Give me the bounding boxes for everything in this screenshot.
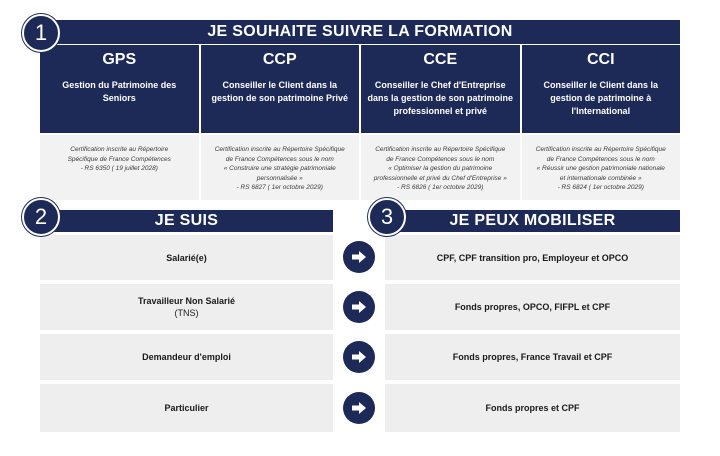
status-row-tns[interactable] bbox=[40, 284, 333, 330]
section-2-title: JE SUIS bbox=[154, 212, 219, 229]
formation-code: CCI bbox=[586, 51, 615, 68]
status-sublabel: (TNS) bbox=[174, 308, 199, 318]
formation-code: CCE bbox=[423, 51, 458, 68]
status-row-particulier[interactable] bbox=[40, 384, 333, 432]
step-2-badge bbox=[22, 198, 60, 236]
funding-row-salarie[interactable] bbox=[385, 235, 680, 280]
formation-col-cce[interactable] bbox=[361, 45, 520, 200]
step-1-number: 1 bbox=[34, 20, 48, 45]
formation-title: Conseiller le Client dans la gestion de patrimoine à l'International bbox=[543, 80, 659, 116]
status-label: Travailleur Non Salarié bbox=[137, 296, 236, 306]
funding-row-tns[interactable] bbox=[385, 284, 680, 330]
formation-col-ccp[interactable] bbox=[201, 45, 360, 200]
section-2-title-bar bbox=[40, 210, 333, 232]
status-label: Salarié(e) bbox=[166, 252, 207, 263]
funding-label: Fonds propres, France Travail et CPF bbox=[452, 352, 613, 362]
step-3-number: 3 bbox=[380, 204, 394, 229]
funding-row-particulier[interactable] bbox=[385, 384, 680, 432]
formation-code: CCP bbox=[262, 51, 297, 68]
formation-certification: Certification inscrite au Répertoire Spécifique de France Compétences sous le nom « Réussir une gestion patrimoniale nationale et internationale combinée » - RS 6824 ( 1er octobre 2029) bbox=[522, 135, 681, 200]
formation-certification: Certification inscrite au Répertoire Spécifique de France Compétences sous le nom « Optimiser la gestion du patrimoine professionnelle et privé du Chef d'Entreprise » - RS 6826 ( 1er octobre 2029) bbox=[361, 135, 520, 200]
funding-label: CPF, CPF transition pro, Employeur et OPCO bbox=[436, 252, 629, 263]
formation-title: Conseiller le Client dans la gestion de son patrimoine Privé bbox=[211, 80, 349, 103]
status-label: Demandeur d'emploi bbox=[142, 352, 231, 362]
right-arrow-icon bbox=[343, 241, 375, 273]
section-3-title-bar bbox=[385, 210, 680, 232]
formation-col-gps[interactable] bbox=[40, 45, 199, 200]
right-arrow-icon bbox=[343, 392, 375, 424]
funding-label: Fonds propres, OPCO, FIFPL et CPF bbox=[454, 302, 611, 312]
funding-row-demandeur[interactable] bbox=[385, 334, 680, 380]
section-1-title: JE SOUHAITE SUIVRE LA FORMATION bbox=[207, 23, 513, 40]
right-arrow-icon bbox=[343, 341, 375, 373]
funding-label: Fonds propres et CPF bbox=[485, 403, 580, 413]
step-3-badge bbox=[368, 198, 406, 236]
status-row-salarie[interactable] bbox=[40, 235, 333, 280]
formation-certification: Certification inscrite au Répertoire Spécifique de France Compétences - RS 6350 ( 19 juillet 2028) bbox=[40, 135, 199, 200]
status-row-demandeur[interactable] bbox=[40, 334, 333, 380]
formation-certification: Certification inscrite au Répertoire Spécifique de France Compétences sous le nom « Construire une stratégie patrimoniale personnalisée » - RS 6827 ( 1er octobre 2029) bbox=[201, 135, 360, 200]
section-1-title-bar bbox=[40, 20, 680, 44]
section-3-title: JE PEUX MOBILISER bbox=[449, 212, 616, 229]
formation-columns bbox=[40, 45, 680, 200]
formation-title: Conseiller le Chef d'Entreprise dans la gestion de son patrimoine professionnel et privé bbox=[367, 80, 514, 116]
formation-col-cci[interactable] bbox=[522, 45, 681, 200]
right-arrow-icon bbox=[343, 291, 375, 323]
step-1-badge bbox=[22, 14, 60, 52]
formation-title: Gestion du Patrimoine des Seniors bbox=[62, 80, 177, 103]
step-2-number: 2 bbox=[34, 204, 48, 229]
status-label: Particulier bbox=[164, 403, 209, 413]
formation-code: GPS bbox=[102, 51, 137, 68]
